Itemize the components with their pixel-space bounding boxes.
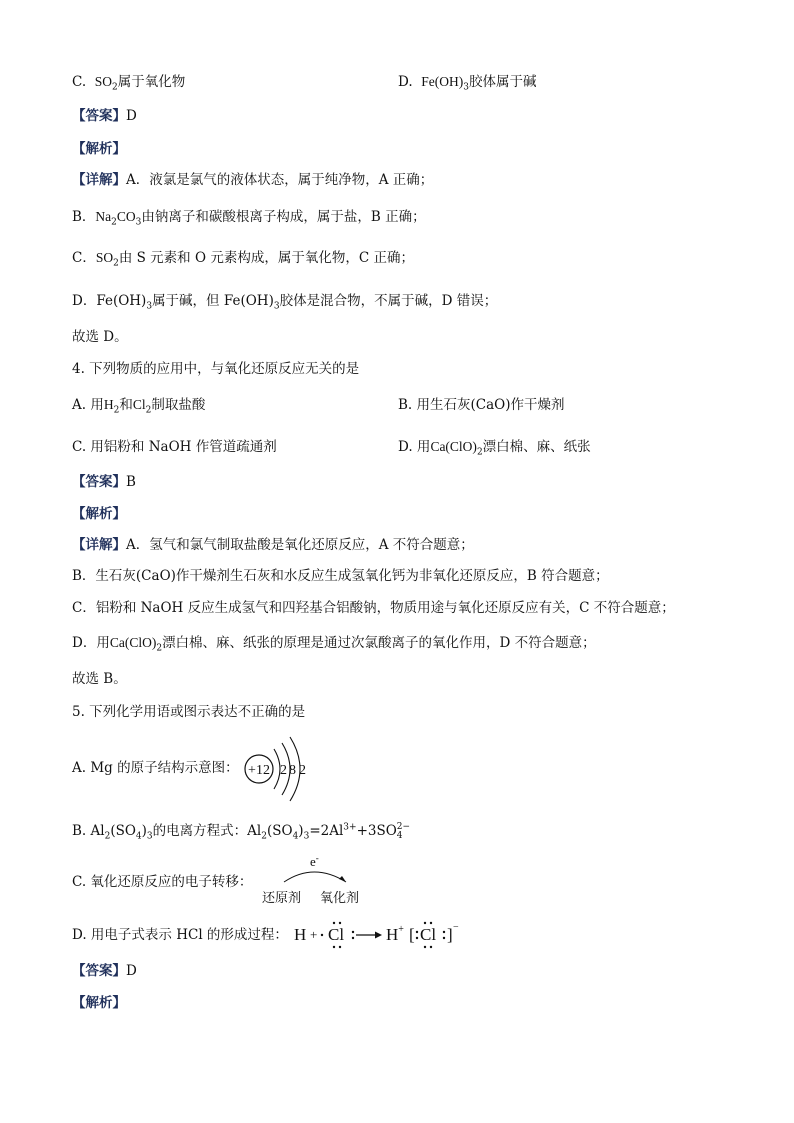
cl-ion-dot xyxy=(443,937,445,939)
q3-analysis-tag: 【解析】 xyxy=(72,141,126,157)
cl-ion-dot xyxy=(416,937,418,939)
q4-option-c: C. 用铝粉和 NaOH 作管道疏通剂 xyxy=(72,439,277,455)
q4-conclusion: 故选 B。 xyxy=(72,671,127,687)
q4-answer: 【答案】B xyxy=(72,474,136,490)
cl-dot xyxy=(352,931,354,933)
shell-2-electrons: 8 xyxy=(289,763,296,778)
cl-ion-charge: − xyxy=(453,922,459,933)
q4-detail-b: B．生石灰(CaO)作干燥剂生石灰和水反应生成氢氧化钙为非氧化还原反应，B 符合题意； xyxy=(72,568,609,584)
nucleus-charge: +12 xyxy=(248,763,270,778)
electron-label: e- xyxy=(310,853,319,869)
mg-atom-structure-diagram xyxy=(238,735,318,807)
q4-option-b: B. 用生石灰(CaO)作干燥剂 xyxy=(398,397,565,413)
cl-ion: Cl xyxy=(420,925,437,944)
q4-analysis-tag: 【解析】 xyxy=(72,506,126,522)
q3-conclusion: 故选 D。 xyxy=(72,329,128,345)
q3-detail-a: 【详解】A．液氯是氯气的液体状态，属于纯净物，A 正确； xyxy=(72,172,434,188)
q5-option-d: D. 用电子式表示 HCl 的形成过程： xyxy=(72,927,288,943)
cl-ion-dot xyxy=(424,946,426,948)
q3-detail-b: B．$Na_2CO_3$由钠离子和碳酸根离子构成，属于盐，B 正确； xyxy=(72,209,426,228)
cl-dot xyxy=(352,937,354,939)
cl-dot xyxy=(333,946,335,948)
h-electron-cross: + xyxy=(310,927,318,942)
q3-answer: 【答案】D xyxy=(72,108,137,124)
oxidant-label: 氧化剂 xyxy=(320,891,360,906)
h-atom: H xyxy=(294,925,307,944)
bracket-open: [ xyxy=(409,925,415,944)
q5-option-b: B. $Al_2(SO_4)_3$的电离方程式：$Al_2(SO_4)_3=2Al^{3+}+3SO$ 2− 4 xyxy=(72,821,411,842)
q3-option-d: D. $Fe(OH)_3$胶体属于碱 xyxy=(398,74,537,93)
q5-option-c: C. 氧化还原反应的电子转移： xyxy=(72,874,253,890)
cl-dot xyxy=(321,934,323,936)
cl-ion-dot xyxy=(430,922,432,924)
hcl-electron-formula xyxy=(292,918,462,952)
reductant-label: 还原剂 xyxy=(262,891,302,906)
q4-option-d: D. 用$Ca(ClO)_2$漂白棉、麻、纸张 xyxy=(398,439,591,458)
q5-analysis-tag: 【解析】 xyxy=(72,995,126,1011)
transfer-arrowhead xyxy=(339,876,346,882)
q4-detail-a: 【详解】A．氢气和氯气制取盐酸是氧化还原反应，A 不符合题意； xyxy=(72,537,474,553)
q5-answer: 【答案】D xyxy=(72,963,137,979)
cl-dot xyxy=(333,922,335,924)
transfer-arrow xyxy=(284,872,346,882)
cl-ion-dot xyxy=(443,931,445,933)
cl-ion-dot xyxy=(416,931,418,933)
cl-atom: Cl xyxy=(328,925,345,944)
q3-option-c: C. $SO_2$属于氧化物 xyxy=(72,74,186,93)
cl-dot xyxy=(339,922,341,924)
cl-ion-dot xyxy=(430,946,432,948)
shell-1-electrons: 2 xyxy=(280,763,287,778)
cl-dot xyxy=(339,946,341,948)
h-ion: H+ xyxy=(386,924,404,944)
cl-ion-dot xyxy=(424,922,426,924)
q5-stem: 5. 下列化学用语或图示表达不正确的是 xyxy=(72,704,306,720)
q3-detail-d: D．$Fe(OH)_3$属于碱，但 $Fe(OH)_3$胶体是混合物，不属于碱，D 错误； xyxy=(72,293,498,312)
shell-3-electrons: 2 xyxy=(299,763,306,778)
q5-option-a: A. Mg 的原子结构示意图： xyxy=(72,760,239,776)
q4-detail-c: C．铝粉和 NaOH 反应生成氢气和四羟基合铝酸钠，物质用途与氧化还原反应有关，C 不符合题意； xyxy=(72,600,675,616)
q4-stem: 4. 下列物质的应用中，与氧化还原反应无关的是 xyxy=(72,361,360,377)
bracket-close: ] xyxy=(447,925,453,944)
q3-detail-c: C．$SO_2$由 S 元素和 O 元素构成，属于氧化物，C 正确； xyxy=(72,250,414,269)
formation-arrowhead xyxy=(375,932,382,939)
electron-transfer-diagram xyxy=(258,852,370,908)
q4-option-a: A. 用$H_2$和$Cl_2$制取盐酸 xyxy=(72,397,206,416)
q4-detail-d: D．用$Ca(ClO)_2$漂白棉、麻、纸张的原理是通过次氯酸离子的氧化作用，D 不符合题意； xyxy=(72,635,596,654)
